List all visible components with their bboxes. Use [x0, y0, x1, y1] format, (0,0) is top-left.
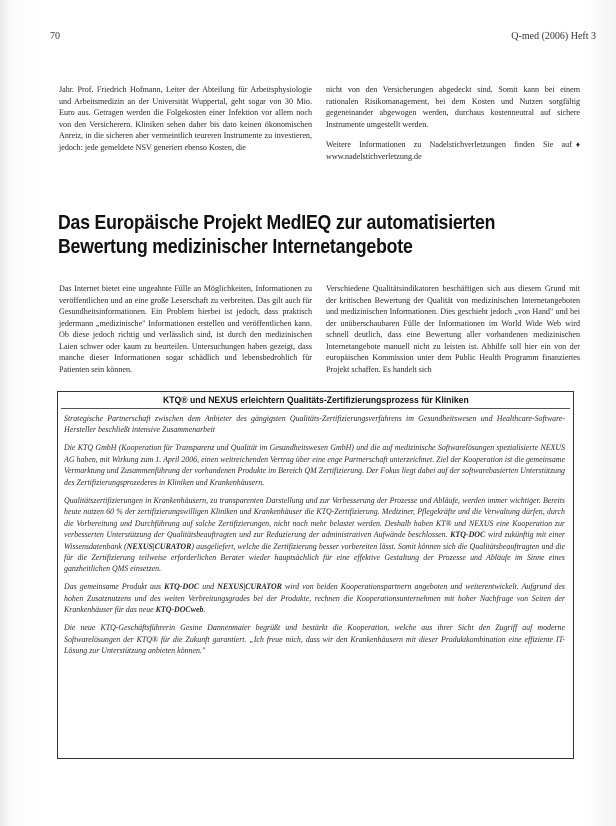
press-release-box	[57, 391, 574, 759]
article-column-right	[326, 283, 580, 375]
headline-line-2: Bewertung medizinischer Internetangebote	[58, 235, 413, 258]
box-divider	[61, 408, 570, 409]
box-p4-text-c: und	[202, 582, 215, 592]
box-paragraph-3	[64, 495, 565, 575]
box-paragraph-2: Die KTQ GmbH (Kooperation für Transparenz und Qualität im Gesundheitswesen GmbH) und die auf medizinische Softwarelösungen spezialisierte NEXUS AG haben, mit Wirkung zum 1. April 2006, einen weitreichenden Vertrag über eine enge Partnerschaft unterzeichnet. Ziel der Kooperation ist die gemeinsame Vermarktung und Zusammenführung der vorhandenen Produkte im Bereich QM Zertifizierung. Der Fokus liegt dabei auf der softwarebasierten Unterstützung des Zertifizierungsprozederes in Kliniken und Krankenhäusern.	[64, 443, 565, 487]
more-info-paragraph	[326, 139, 580, 162]
headline-line-1: Das Europäische Projekt MedIEQ zur automatisierten	[58, 211, 496, 234]
intro-left-text: Jahr. Prof. Friedrich Hofmann, Leiter der Abteilung für Arbeitsphysiologie und Arbeitsmedizin an der Universität Wuppertal, geht sogar von 30 Mio. Euro aus. Getragen werden die Folgekosten einer Infektion vor allem noch von den Versicherern. Kliniken sehen daher bis dato keinen ökonomischen Anreiz, in die sicheren aber vermeintlich teureren Instrumente zu investieren, jedoch: jede gemeldete NSV generiert ebenso Kosten, die	[59, 85, 312, 152]
article-column-left	[59, 283, 312, 375]
box-paragraph-4	[64, 581, 565, 615]
more-info-text: Weitere Informationen zu Nadelstichverletzungen finden Sie auf www.nadelstichverletzung.de	[326, 140, 572, 161]
nexus-curator-label: NEXUS|CURATOR	[126, 541, 192, 551]
intro-column-left	[59, 84, 312, 153]
nexus-curator-label-2: NEXUS|CURATOR	[217, 582, 282, 592]
box-paragraph-1: Strategische Partnerschaft zwischen dem Anbieter des gängigsten Qualitäts-Zertifizierungsverfahrens im Gesundheitswesen und Healthcare-Software-Hersteller beschließt intensive Zusammenarbeit	[64, 414, 565, 435]
page-number: 70	[50, 31, 60, 42]
journal-reference: Q-med (2006) Heft 3	[511, 31, 596, 42]
article-right-text: Verschiedene Qualitätsindikatoren beschäftigen sich aus diesem Grund mit der kritischen Bewertung der Qualität von medizinischen Internetangeboten und medizinischen Informationen. Dies geschieht jedoch „von Hand" und bei der unüberschaubaren Fülle der Informationen im World Wide Web wird schnell deutlich, dass eine Bewertung aller vorhandenen medizinischen Internetangebote manuell nicht zu leisten ist. Abhilfe soll hier ein von der europäischen Kommission unter dem Public Health Programm finanziertes Projekt schaffen. Es handelt sich	[326, 284, 580, 374]
box-p4-text-a: Das gemeinsame Produkt aus	[64, 582, 162, 592]
box-p4-text-d: wird von beiden Kooperationspartnern angeboten und weiterentwickelt. Aufgrund des hohen Zusatznutzens und des weiten Verbreitungsgrades bei der Produkte, rechnen die Kooperationsunternehmen mit hoher Nachfrage von Seiten der Krankenhäuser für das neue	[64, 582, 565, 615]
box-p3-text-d: ) ausgeliefert, welche die Zertifizierung besser vorbereiten lässt. Somit können sich die Qualitätsbeauftragten und die für die Zertifizierung teilweise erforderlichen Berater wieder hauptsächlich für eine effektive Gestaltung der Prozesse und Abläufe im Sinne eines ganzheitlichen QMS einsetzen.	[64, 541, 565, 574]
box-body	[64, 413, 565, 663]
intro-right-text: nicht von den Versicherungen abgedeckt sind. Somit kann bei einem rationalen Risikomanagement, bei dem Kosten und Nutzen sorgfältig gegeneinander abgewogen werden, durchaus kostenneutral auf sichere Instrumente umgestellt werden.	[326, 85, 580, 129]
end-mark-icon: ♦	[575, 140, 580, 150]
ktq-doc-label-2: KTQ-DOC	[164, 582, 200, 592]
box-title-text: KTQ® und NEXUS erleichtern Qualitäts-Zertifizierungsprozess für Kliniken	[162, 395, 469, 406]
box-paragraph-5: Die neue KTQ-Geschäftsführerin Gesine Dannenmaier begrüßt und bestärkt die Kooperation, welche aus ihrer Sicht den Zugriff auf moderne Softwarelösungen der KTQ® für die Zukunft garantiert. „Ich freue mich, dass wir den Krankenhäusern mit dieser Produktkombination eine effiziente IT-Lösung zur Unterstützung anbieten können."	[64, 623, 565, 656]
ktq-docweb-label: KTQ-DOCweb	[155, 605, 204, 615]
ktq-doc-label: KTQ-DOC	[450, 530, 486, 540]
article-left-text: Das Internet bietet eine ungeahnte Fülle an Möglichkeiten, Informationen zu veröffentlichen und an eine große Leserschaft zu verbreiten. Das gilt auch für Gesundheitsinformationen. Ein Problem hierbei ist jedoch, dass praktisch jedermann „medizinische" Informationen erstellen und veröffentlichen kann. Ob diese jedoch richtig und verlässlich sind, ist durch den medizinischen Laien schwer oder kaum zu beurteilen. Untersuchungen haben gezeigt, dass manche dieser Informationen sogar schädlich und lebensbedrohlich für Patienten sein können.	[59, 284, 312, 374]
box-p3-text-a: Qualitätszertifizierungen in Krankenhäusern, zu transparenten Darstellung und zur Verbesserung der Prozesse und Abläufe, werden immer wichtiger. Bereits heute nutzen 60 % der zertifizierungswilligen Kliniken und Krankenhäuser die KTQ-Zertifizierung. Mediziner, Pflegekräfte und die Verwaltung dürfen, durch die Vorbereitung und Durchführung auf solche Zertifizierungen, nicht noch mehr belastet werden. Deshalb haben KT® und NEXUS eine Kooperation zur verbesserten Unterstützung der Qualitätsbeauftragten und zur Reduzierung der administrativen Aufwände beschlossen.	[64, 495, 565, 540]
box-p4-text-e: .	[203, 605, 206, 615]
intro-column-right	[326, 84, 580, 162]
box-title	[58, 395, 573, 406]
box-p3-text-c: wird zukünftig mit einer Wissensdatenbank (	[64, 530, 565, 551]
article-headline	[58, 211, 514, 259]
